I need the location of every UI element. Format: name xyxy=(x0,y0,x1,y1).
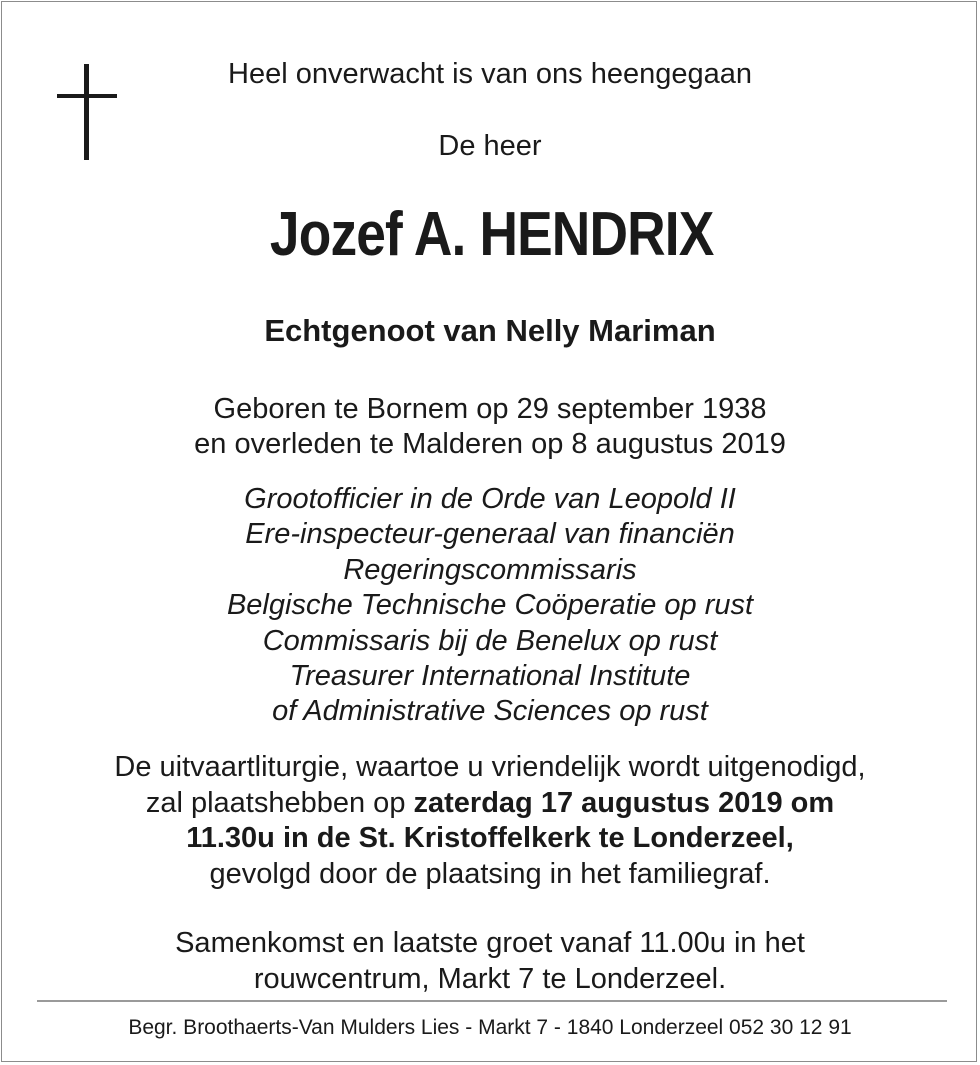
intro-text: Heel onverwacht is van ons heengegaan xyxy=(228,58,752,90)
title-line: Commissaris bij de Benelux op rust xyxy=(262,624,718,657)
title-line: Grootofficier in de Orde van Leopold II xyxy=(244,483,736,515)
funeral-line-3 xyxy=(2,821,978,857)
funeral-line-4: gevolgd door de plaatsing in het familiegraf. xyxy=(209,857,771,890)
gathering-line-1: Samenkomst en laatste groet vanaf 11.00u in het xyxy=(175,927,805,959)
gathering-line-2: rouwcentrum, Markt 7 te Londerzeel. xyxy=(253,962,727,995)
funeral-details xyxy=(2,750,978,892)
birth-line: Geboren te Bornem op 29 september 1938 xyxy=(213,393,767,425)
funeral-date: zaterdag 17 augustus 2019 om xyxy=(413,786,835,819)
title-line: Ere-inspecteur-generaal van financiën xyxy=(245,518,735,551)
spouse-line: Echtgenoot van Nelly Mariman xyxy=(264,313,716,348)
notice-frame xyxy=(1,1,977,1062)
funeral-director-footer: Begr. Broothaerts-Van Mulders Lies - Markt 7 - 1840 Londerzeel 052 30 12 91 xyxy=(128,1016,852,1039)
funeral-line-2-prefix: zal plaatshebben op xyxy=(145,786,414,819)
title-line: of Administrative Sciences op rust xyxy=(272,695,708,728)
deceased-name: Jozef A. HENDRIX xyxy=(269,200,714,269)
title-line: Regeringscommissaris xyxy=(343,553,637,586)
funeral-time-place: 11.30u in de St. Kristoffelkerk te Londerzeel, xyxy=(186,822,794,854)
footer-divider xyxy=(37,1000,947,1002)
funeral-line-2 xyxy=(2,786,978,822)
honorary-titles xyxy=(2,482,978,730)
title-line: Belgische Technische Coöperatie op rust xyxy=(226,589,754,622)
funeral-line-1: De uitvaartliturgie, waartoe u vriendelijk wordt uitgenodigd, xyxy=(114,751,866,783)
title-line: Treasurer International Institute xyxy=(289,660,691,693)
gathering-details xyxy=(2,926,978,997)
salutation: De heer xyxy=(438,130,542,162)
death-line: en overleden te Malderen op 8 augustus 2019 xyxy=(194,428,786,460)
